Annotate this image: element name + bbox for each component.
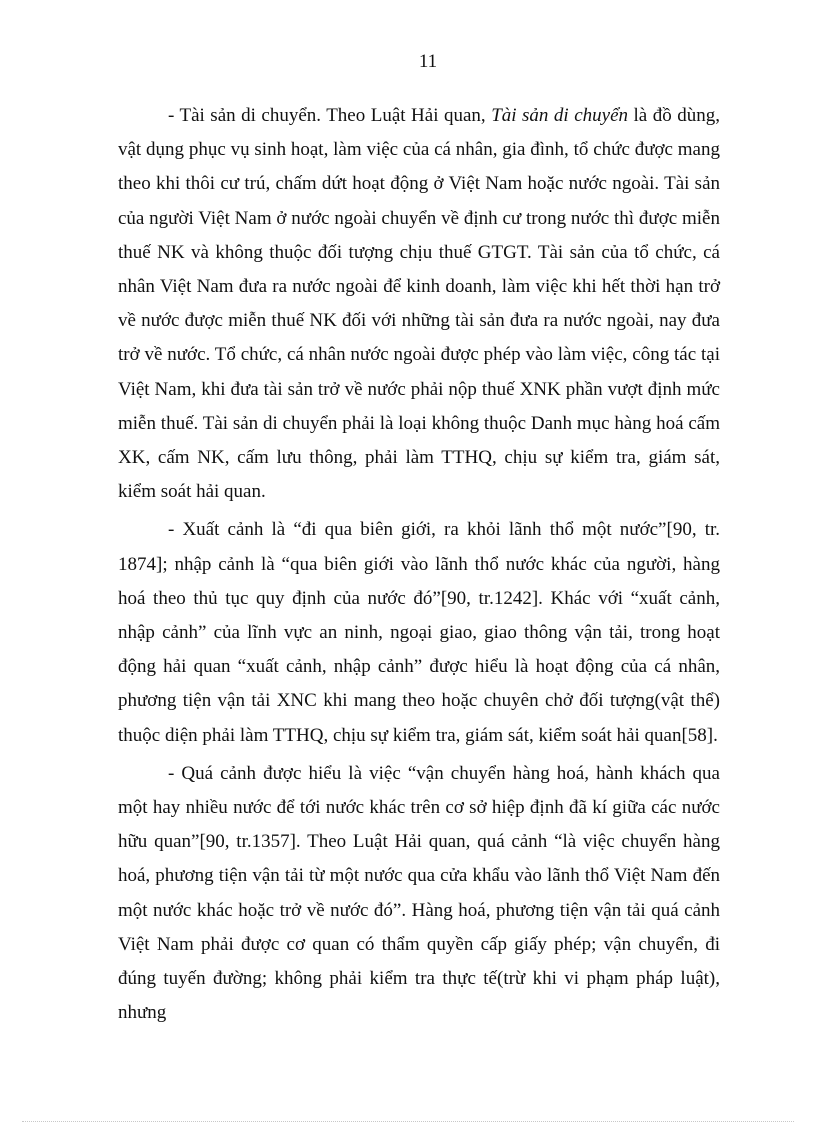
page-number: 11 [418,51,438,72]
page-bottom-divider [22,1121,794,1122]
defined-term: Tài sản di chuyển [491,105,629,126]
paragraph-exit-entry: - Xuất cảnh là “đi qua biên giới, ra khỏi lãnh thổ một nước”[90, tr. 1874]; nhập cảnh là “qua biên giới vào lãnh thổ nước khác của người, hàng hoá theo thủ tục quy định của nước đó”[90, tr.1242]. Khác với “xuất cảnh, nhập cảnh” của lĩnh vực an ninh, ngoại giao, giao thông vận tải, trong hoạt động hải quan “xuất cảnh, nhập cảnh” được hiểu là hoạt động của cá nhân, phương tiện vận tải XNC khi mang theo hoặc chuyên chở đối tượng(vật thể) thuộc diện phải làm TTHQ, chịu sự kiểm tra, giám sát, kiểm soát hải quan[58]. [118,519,720,746]
paragraph-text: là đồ dùng, vật dụng phục vụ sinh hoạt, làm việc của cá nhân, gia đình, tổ chức được mang theo khi thôi cư trú, chấm dứt hoạt động ở Việt Nam hoặc nước ngoài. Tài sản của người Việt Nam ở nước ngoài chuyển về định cư trong nước thì được miễn thuế NK và không thuộc đối tượng chịu thuế GTGT. Tài sản của tổ chức, cá nhân Việt Nam đưa ra nước ngoài để kinh doanh, làm việc khi hết thời hạn trở về nước được miễn thuế NK đối với những tài sản đưa ra nước ngoài, nay đưa trở về nước. Tổ chức, cá nhân nước ngoài được phép vào làm việc, công tác tại Việt Nam, khi đưa tài sản trở về nước phải nộp thuế XNK phần vượt định mức miễn thuế. Tài sản di chuyển phải là loại không thuộc Danh mục hàng hoá cấm XK, cấm NK, cấm lưu thông, phải làm TTHQ, chịu sự kiểm tra, giám sát, kiểm soát hải quan. [118,105,720,503]
paragraph-lead: - Tài sản di chuyển. Theo Luật Hải quan, [168,105,492,126]
paragraph-personal-property [118,99,720,509]
paragraph-transit: - Quá cảnh được hiểu là việc “vận chuyển hàng hoá, hành khách qua một hay nhiều nước để tới nước khác trên cơ sở hiệp định đã kí giữa các nước hữu quan”[90, tr.1357]. Theo Luật Hải quan, quá cảnh “là việc chuyển hàng hoá, phương tiện vận tải từ một nước qua cửa khẩu vào lãnh thổ Việt Nam đến một nước khác hoặc trở về nước đó”. Hàng hoá, phương tiện vận tải quá cảnh Việt Nam phải được cơ quan có thẩm quyền cấp giấy phép; vận chuyển, đi đúng tuyến đường; không phải kiểm tra thực tế(trừ khi vi phạm pháp luật), nhưng [118,762,720,1024]
document-body [118,99,720,1030]
